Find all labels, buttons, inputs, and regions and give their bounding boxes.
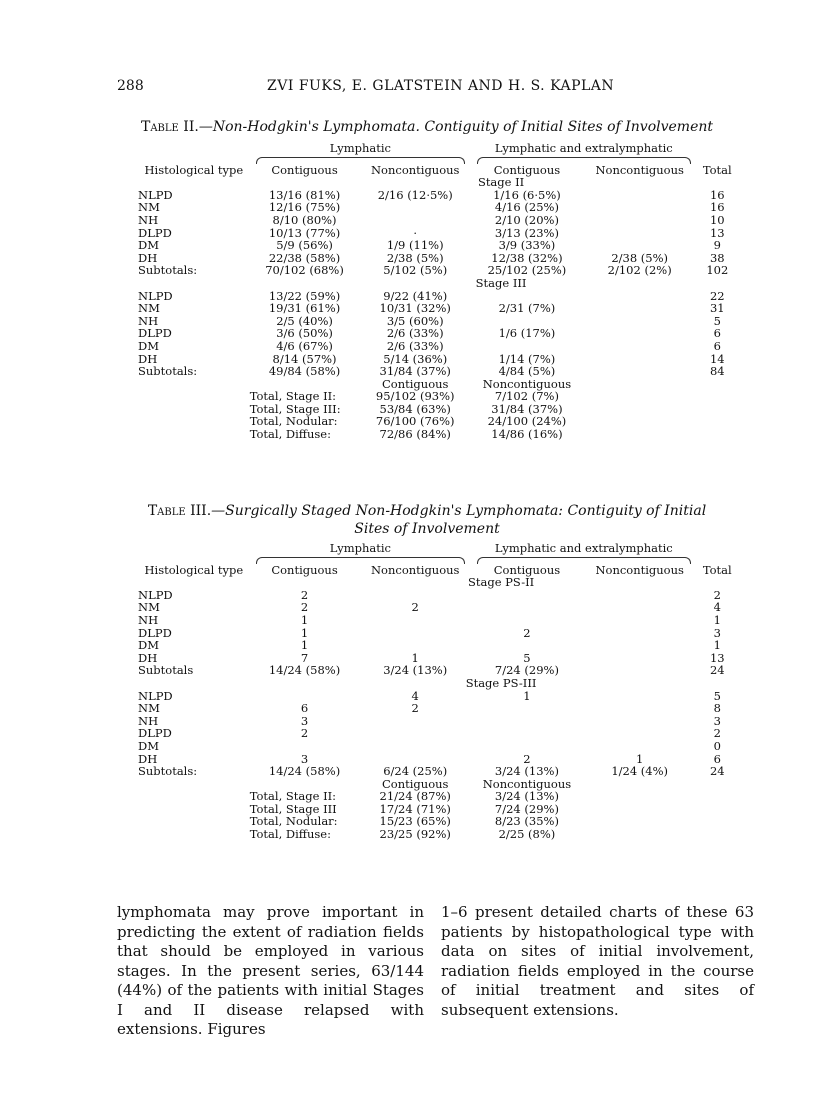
table-cell xyxy=(471,702,583,715)
table-cell: 3/24 (13%) xyxy=(383,663,448,678)
table-row xyxy=(138,189,738,202)
summary-value: 7/102 (7%) xyxy=(494,389,559,404)
table-row xyxy=(138,264,738,277)
row-label: DM xyxy=(138,738,159,753)
table-cell: 3/6 (50%) xyxy=(276,326,333,341)
table-cell xyxy=(471,715,583,728)
summary-value: 2/25 (8%) xyxy=(498,827,556,842)
row-label: NH xyxy=(138,713,159,728)
table2-col-histological: Histological type xyxy=(144,163,244,178)
table2-label: Table II. xyxy=(141,119,199,135)
table-row xyxy=(138,214,738,227)
table3-col-total: Total xyxy=(702,562,732,577)
table3-col-contiguous-1: Contiguous xyxy=(271,562,338,577)
table-cell: 31 xyxy=(709,301,725,316)
table3-group-extralymphatic: Lymphatic and extralymphatic xyxy=(494,541,673,555)
summary-value: 21/24 (87%) xyxy=(379,789,451,804)
row-label: DM xyxy=(138,238,159,253)
summary-value: 95/102 (93%) xyxy=(375,389,455,404)
table3 xyxy=(138,542,738,841)
table-cell: 13 xyxy=(709,650,725,665)
summary-row xyxy=(138,390,738,403)
table-cell xyxy=(583,627,697,640)
running-authors: ZVI FUKS, E. GLATSTEIN AND H. S. KAPLAN xyxy=(267,78,615,94)
row-label: NLPD xyxy=(138,587,173,602)
table-cell: 8 xyxy=(713,701,721,716)
summary-row xyxy=(138,790,738,803)
summary-value: 72/86 (84%) xyxy=(379,427,451,442)
table-cell: 13/16 (81%) xyxy=(268,187,341,202)
table-cell: 3 xyxy=(713,713,721,728)
table-cell: 84 xyxy=(709,364,725,379)
table-cell: 3/5 (60%) xyxy=(386,313,444,328)
row-label: DM xyxy=(138,638,159,653)
table-cell xyxy=(471,614,583,627)
table-cell: 3 xyxy=(713,625,721,640)
table-cell: 7/24 (29%) xyxy=(494,663,559,678)
summary-value: 15/23 (65%) xyxy=(379,814,451,829)
table-row xyxy=(138,239,738,252)
table-cell: 4/16 (25%) xyxy=(494,200,559,215)
table-cell: 2 xyxy=(523,751,531,766)
table-cell xyxy=(583,601,697,614)
table-cell: 5/9 (56%) xyxy=(276,238,333,253)
table-cell xyxy=(583,315,697,328)
table-cell: 3/9 (33%) xyxy=(498,238,556,253)
table-cell: 25/102 (25%) xyxy=(487,263,567,278)
table-row xyxy=(138,765,738,778)
summary-header: Contiguous xyxy=(382,376,449,391)
table3-label: Table III. xyxy=(147,503,212,519)
table2-group-extralymphatic: Lymphatic and extralymphatic xyxy=(494,141,673,155)
table-cell xyxy=(583,715,697,728)
summary-header: Noncontiguous xyxy=(482,376,572,391)
table-cell: 3/24 (13%) xyxy=(494,764,559,779)
row-label: NLPD xyxy=(138,187,173,202)
table-row xyxy=(138,702,738,715)
summary-header: Contiguous xyxy=(382,776,449,791)
table-cell xyxy=(471,601,583,614)
row-label: DLPD xyxy=(138,326,172,341)
table-cell: 9/22 (41%) xyxy=(383,288,448,303)
row-label: NH xyxy=(138,313,159,328)
table-row xyxy=(138,340,738,353)
summary-label: Total, Stage III: xyxy=(249,401,341,416)
summary-row xyxy=(138,428,738,441)
summary-label: Total, Stage III xyxy=(249,801,337,816)
table-cell: 5/14 (36%) xyxy=(383,351,448,366)
row-label: NLPD xyxy=(138,688,173,703)
table-cell xyxy=(471,589,583,602)
row-label: NM xyxy=(138,600,160,615)
table-cell: 22 xyxy=(709,288,725,303)
table-cell: 2/38 (5%) xyxy=(386,250,444,265)
table-cell: 1 xyxy=(636,751,644,766)
table-cell xyxy=(583,290,697,303)
row-label: NH xyxy=(138,212,159,227)
table2-title: —Non-Hodgkin's Lymphomata. Contiguity of Initial Sites of Involvement xyxy=(198,119,713,135)
table-cell: 12/38 (32%) xyxy=(491,250,563,265)
table-cell: 2/31 (7%) xyxy=(498,301,556,316)
table-cell: 3 xyxy=(300,713,309,728)
table-cell: 3 xyxy=(300,751,309,766)
table-cell: 5 xyxy=(713,688,721,703)
table-cell xyxy=(359,614,471,627)
summary-value: 76/100 (76%) xyxy=(375,414,455,429)
table-cell: 13 xyxy=(709,225,725,240)
table-row xyxy=(138,365,738,378)
row-label: DLPD xyxy=(138,625,172,640)
table-cell: 10 xyxy=(709,212,725,227)
table-cell: 1 xyxy=(300,625,309,640)
table-row xyxy=(138,627,738,640)
table-cell xyxy=(583,664,697,677)
table-cell: 2/38 (5%) xyxy=(611,250,669,265)
summary-row xyxy=(138,828,738,841)
table-cell: 1/9 (11%) xyxy=(386,238,444,253)
table-cell xyxy=(583,652,697,665)
table-cell xyxy=(583,189,697,202)
table-cell: 2 xyxy=(713,587,721,602)
table-cell xyxy=(583,340,697,353)
stage-heading: Stage PS-II xyxy=(467,575,535,590)
table-cell: 2 xyxy=(523,625,531,640)
table-cell: 2 xyxy=(300,587,309,602)
table-cell: 1 xyxy=(523,688,531,703)
row-label: NM xyxy=(138,200,160,215)
summary-label: Total, Diffuse: xyxy=(249,827,331,842)
table-row xyxy=(138,690,738,703)
summary-value: 31/84 (37%) xyxy=(491,401,563,416)
table-cell: 16 xyxy=(709,187,725,202)
stage-heading: Stage PS-III xyxy=(465,675,537,690)
table-row xyxy=(138,601,738,614)
table-cell xyxy=(583,589,697,602)
page-number: 288 xyxy=(117,78,144,94)
table-cell: 1 xyxy=(411,650,419,665)
summary-label: Total, Nodular: xyxy=(249,814,338,829)
table-cell: 19/31 (61%) xyxy=(268,301,341,316)
table-cell: 0 xyxy=(713,738,721,753)
row-label: DH xyxy=(138,751,158,766)
table-cell xyxy=(471,740,583,753)
table-cell: 5 xyxy=(713,313,721,328)
table3-title-line2: Sites of Involvement xyxy=(354,521,500,537)
table-row xyxy=(138,201,738,214)
table3-col-noncontiguous-2: Noncontiguous xyxy=(595,562,684,577)
table-cell: 6 xyxy=(300,701,309,716)
table-cell xyxy=(583,690,697,703)
row-label: DM xyxy=(138,338,159,353)
table3-col-histological: Histological type xyxy=(144,563,244,578)
row-label: Subtotals: xyxy=(138,364,198,379)
table-cell: 38 xyxy=(709,250,725,265)
table-row xyxy=(138,664,738,677)
table-cell: 2 xyxy=(300,600,309,615)
table-cell: 2/6 (33%) xyxy=(386,338,444,353)
row-label: DH xyxy=(138,650,158,665)
table-cell: 10/13 (77%) xyxy=(268,225,341,240)
table2-col-contiguous-1: Contiguous xyxy=(271,162,338,177)
table-cell: 16 xyxy=(709,200,725,215)
summary-label: Total, Stage II: xyxy=(249,789,337,804)
table-cell xyxy=(583,201,697,214)
table-cell: 10/31 (32%) xyxy=(379,301,451,316)
table-cell: 2 xyxy=(300,726,309,741)
row-label: Subtotals: xyxy=(138,764,198,779)
table-cell xyxy=(583,239,697,252)
table-cell: 2/16 (12·5%) xyxy=(377,187,453,202)
table-cell: 6 xyxy=(713,751,721,766)
table-cell: 1 xyxy=(713,638,721,653)
table-cell: 70/102 (68%) xyxy=(265,263,344,278)
table-cell: 13/22 (59%) xyxy=(268,288,341,303)
row-label: DH xyxy=(138,250,158,265)
summary-label: Total, Diffuse: xyxy=(249,427,331,442)
summary-value: 23/25 (92%) xyxy=(379,827,451,842)
table-cell: 1/16 (6·5%) xyxy=(493,187,561,202)
table-row xyxy=(138,639,738,652)
table-cell xyxy=(583,214,697,227)
table-cell xyxy=(359,740,471,753)
row-label: NM xyxy=(138,701,160,716)
table-cell: 3/13 (23%) xyxy=(494,225,559,240)
table-row xyxy=(138,740,738,753)
row-label: NLPD xyxy=(138,288,173,303)
table-cell: 22/38 (58%) xyxy=(268,250,341,265)
table-cell: 6 xyxy=(713,326,721,341)
table-cell xyxy=(583,702,697,715)
summary-header: Noncontiguous xyxy=(482,776,572,791)
table3-col-contiguous-2: Contiguous xyxy=(493,562,561,577)
table-cell: 4 xyxy=(411,688,419,703)
table-cell: 1 xyxy=(300,612,309,627)
table2-caption xyxy=(117,118,737,136)
table2-col-noncontiguous-2: Noncontiguous xyxy=(595,162,684,177)
table-cell xyxy=(583,639,697,652)
table-cell xyxy=(583,614,697,627)
table-cell: 6 xyxy=(713,338,721,353)
table3-group-lymphatic: Lymphatic xyxy=(329,541,391,555)
table-cell: 1/24 (4%) xyxy=(611,764,669,779)
summary-value: 14/86 (16%) xyxy=(491,427,563,442)
table3-title: —Surgically Staged Non-Hodgkin's Lymphomata: Contiguity of Initial xyxy=(211,503,707,519)
stage-heading: Stage III xyxy=(475,275,527,290)
table-cell xyxy=(359,214,471,227)
table-cell: 4/6 (67%) xyxy=(276,338,333,353)
table-cell: 14/24 (58%) xyxy=(268,764,341,779)
summary-value: 7/24 (29%) xyxy=(494,801,559,816)
table-cell: 8/14 (57%) xyxy=(272,351,337,366)
summary-value: 53/84 (63%) xyxy=(379,401,451,416)
table2-col-total: Total xyxy=(702,162,732,177)
table-cell: 14/24 (58%) xyxy=(268,663,341,678)
table-cell xyxy=(583,740,697,753)
table-cell: 7 xyxy=(300,650,309,665)
table-cell: 5/102 (5%) xyxy=(383,263,448,278)
table-cell: 6/24 (25%) xyxy=(383,764,448,779)
table-cell xyxy=(359,727,471,740)
table-cell: 14 xyxy=(709,351,725,366)
table-cell xyxy=(359,715,471,728)
row-label: Subtotals: xyxy=(138,263,198,278)
table-cell xyxy=(583,302,697,315)
table-cell xyxy=(471,639,583,652)
table-cell: 2/5 (40%) xyxy=(276,313,333,328)
table-cell xyxy=(583,353,697,366)
summary-value: 8/23 (35%) xyxy=(494,814,559,829)
table-cell xyxy=(583,365,697,378)
table-cell: 49/84 (58%) xyxy=(268,364,341,379)
summary-value: 24/100 (24%) xyxy=(487,414,567,429)
table-cell: 1/14 (7%) xyxy=(498,351,556,366)
table3-col-noncontiguous-1: Noncontiguous xyxy=(370,562,460,577)
row-label: NH xyxy=(138,612,159,627)
table-cell: 12/16 (75%) xyxy=(268,200,341,215)
table-cell: 1/6 (17%) xyxy=(498,326,556,341)
body-text-column-2: 1–6 present detailed charts of these 63 patients by histopathological type with data on sites of initial involvement, radiation fields employed in the course of initial treatment and sites of subsequent extensions. xyxy=(441,903,754,1019)
table-cell: 4/84 (5%) xyxy=(498,364,556,379)
table-cell: 2 xyxy=(411,701,419,716)
table-cell: 8/10 (80%) xyxy=(272,212,337,227)
row-label: Subtotals xyxy=(138,663,194,678)
row-label: DH xyxy=(138,351,158,366)
table2-col-noncontiguous-1: Noncontiguous xyxy=(370,162,460,177)
table-cell xyxy=(250,740,360,753)
table-cell: 1 xyxy=(300,638,309,653)
table2 xyxy=(138,142,738,441)
table-cell: 102 xyxy=(706,263,729,278)
table-cell: 2/10 (20%) xyxy=(494,212,559,227)
table-cell xyxy=(583,227,697,240)
table3-caption xyxy=(117,502,737,538)
table-cell: 4 xyxy=(713,600,721,615)
table-cell: 1 xyxy=(713,612,721,627)
table-cell: 24 xyxy=(709,663,725,678)
table-cell: 2/102 (2%) xyxy=(607,263,672,278)
table-cell xyxy=(359,639,471,652)
row-label: NM xyxy=(138,301,160,316)
table2-group-lymphatic: Lymphatic xyxy=(329,141,391,155)
table-cell: 9 xyxy=(713,238,721,253)
summary-label: Total, Nodular: xyxy=(249,414,338,429)
table-cell: 2/6 (33%) xyxy=(386,326,444,341)
table-cell: 24 xyxy=(709,764,725,779)
table-row xyxy=(138,715,738,728)
table-row xyxy=(138,302,738,315)
summary-value: 17/24 (71%) xyxy=(379,801,451,816)
table-cell: · xyxy=(413,225,418,240)
table-row xyxy=(138,614,738,627)
table-cell: 2 xyxy=(713,726,721,741)
table-cell xyxy=(359,627,471,640)
table-cell: 5 xyxy=(523,650,531,665)
table-cell: 2 xyxy=(411,600,419,615)
row-label: DLPD xyxy=(138,726,172,741)
summary-value: 3/24 (13%) xyxy=(494,789,559,804)
row-label: DLPD xyxy=(138,225,172,240)
table2-col-contiguous-2: Contiguous xyxy=(493,162,561,177)
table-cell: 31/84 (37%) xyxy=(379,364,451,379)
table-cell xyxy=(583,727,697,740)
table-cell xyxy=(583,327,697,340)
table-row xyxy=(138,727,738,740)
table-cell xyxy=(471,727,583,740)
table-cell xyxy=(471,340,583,353)
table-row xyxy=(138,589,738,602)
body-text-column-1: lymphomata may prove important in predicting the extent of radiation fields that should be employed in various stages. In the present series, 63/144 (44%) of the patients with initial Stages I and II disease relapsed with extensions. Figures xyxy=(117,903,424,1038)
stage-heading: Stage II xyxy=(477,175,525,190)
table-cell xyxy=(359,201,471,214)
summary-label: Total, Stage II: xyxy=(249,389,337,404)
